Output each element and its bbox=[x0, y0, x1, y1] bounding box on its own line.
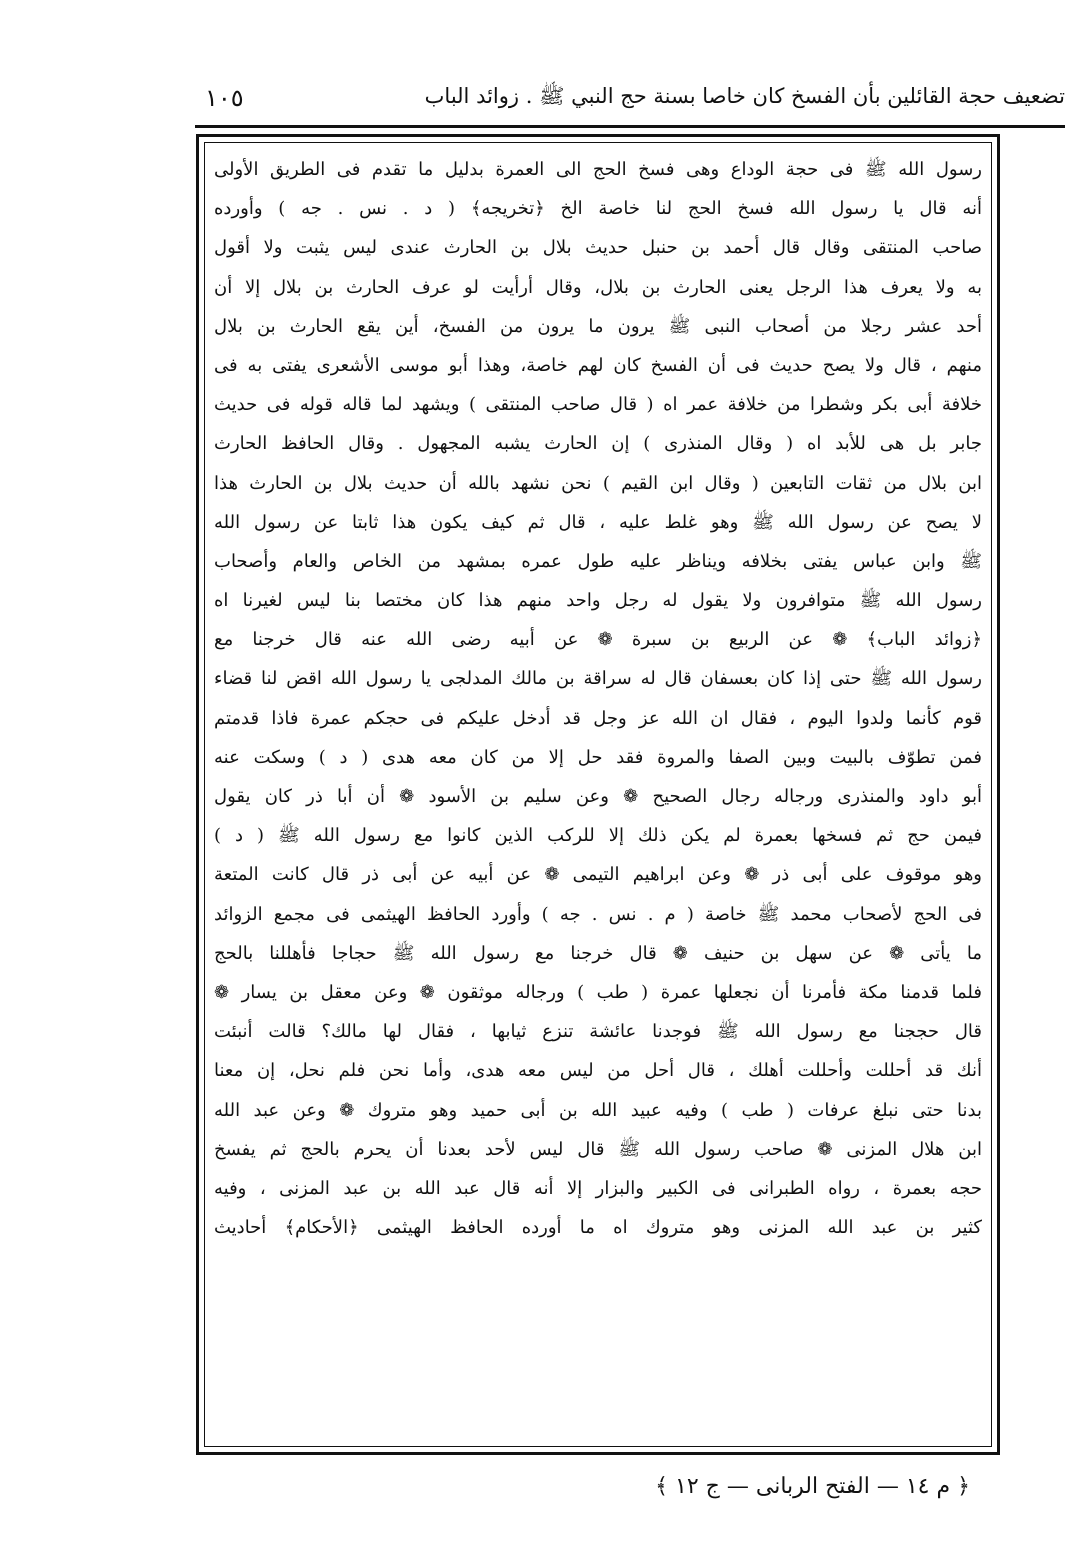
header-rule bbox=[195, 125, 1065, 128]
text-line: أبو داود والمنذرى ورجاله رجال الصحيح ❁ وعن سليم بن الأسود ❁ أن أبا ذر كان يقول bbox=[214, 786, 982, 807]
text-line: أنه قال يا رسول الله فسخ الحج لنا خاصة الخ ﴿تخريجه﴾ ( د . نس . جه ) وأورده bbox=[214, 198, 982, 220]
text-line: رسول الله ﷺ فى حجة الوداع وهى فسخ الحج الى العمرة بدليل ما تقدم فى الطريق الأولى bbox=[214, 159, 982, 180]
text-line: ابن هلال المزنى ❁ صاحب رسول الله ﷺ قال ليس لأحد بعدنا أن يحرم بالحج ثم يفسخ bbox=[214, 1138, 982, 1160]
text-line: ﷺ وابن عباس يفتى بخلافه ويناظر عليه طول عمره بمشهد من الخاص والعام وأصحاب bbox=[214, 550, 982, 572]
text-line: صاحب المنتقى وقال قال أحمد بن حنبل حديث بلال بن الحارث عندى ليس يثبت ولا أقول bbox=[214, 237, 982, 259]
text-line: رسول الله ﷺ متوافرون ولا يقول له رجل واحد منهم هذا كان مختصا بنا ليس لغيرنا اه bbox=[214, 590, 982, 612]
text-line: وهو موقوف على أبى ذر ❁ وعن ابراهيم التيمى ❁ عن أبيه عن أبى ذر قال كانت المتعة bbox=[214, 864, 982, 886]
text-line: خلافة أبى بكر وشطرا من خلافة عمر اه ( قال صاحب المنتقى ) ويشهد لما قاله قوله فى حديث bbox=[214, 394, 982, 416]
text-line: ﴿زوائد الباب﴾ ❁ عن الربيع بن سبرة ❁ عن أبيه رضى الله عنه قال خرجنا مع bbox=[214, 629, 982, 651]
text-line: ما يأتى ❁ عن سهل بن حنيف ❁ قال خرجنا مع رسول الله ﷺ حجاجا فأهللنا بالحج bbox=[214, 942, 982, 964]
page-header bbox=[195, 74, 1065, 122]
text-line: ابن بلال من ثقات التابعين ( وقال ابن القيم ) نحن نشهد بالله أن حديث بلال بن الحارث هذا bbox=[214, 472, 982, 494]
body-text bbox=[214, 150, 982, 1440]
text-line: بدنا حتى نبلغ عرفات ( طب ) وفيه عبيد الله بن أبى حميد وهو متروك ❁ وعن عبد الله bbox=[214, 1099, 982, 1121]
text-line: أحد عشر رجلا من أصحاب النبى ﷺ يرون ما يرون من الفسخ، أين يقع الحارث بن بلال bbox=[214, 315, 982, 337]
running-title: تضعيف حجة القائلين بأن الفسخ كان خاصا بسنة حج النبي ﷺ . زوائد الباب bbox=[424, 83, 1065, 108]
text-line: به ولا يعرف هذا الرجل يعنى الحارث بن بلال، وقال أرأيت لو عرف الحارث بن بلال إلا أن bbox=[214, 276, 982, 298]
text-line: حجه بعمرة ، رواه الطبرانى فى الكبير والبزار إلا أنه قال عبد الله بن عبد المزنى ، وفيه bbox=[214, 1177, 982, 1199]
text-line: جابر بل هى للأبد اه ( وقال المنذرى ) إن الحارث يشبه المجهول . وقال الحافظ الحارث bbox=[214, 433, 982, 455]
text-line: قال حججنا مع رسول الله ﷺ فوجدنا عائشة تنزع ثيابها ، فقال لها مالك؟ قالت أنبئت bbox=[214, 1021, 982, 1043]
text-line: أنك قد أحللت وأحللت أهلك ، قال أحل من ليس معه هدى، وأما نحن فلم نحل، إن معنا bbox=[214, 1060, 982, 1082]
text-line: رسول الله ﷺ حتى إذا كان بعسفان قال له سراقة بن مالك المدلجى يا رسول الله اقض لنا قضاء bbox=[214, 668, 982, 690]
text-line: فى الحج لأصحاب محمد ﷺ خاصة ( م . نس . جه ) وأورد الحافظ الهيثمى فى مجمع الزوائد bbox=[214, 903, 982, 925]
page-number: ١٠٥ bbox=[205, 84, 244, 112]
text-line: فلما قدمنا مكة فأمرنا أن نجعلها عمرة ( طب ) ورجاله موثقون ❁ وعن معقل بن يسار ❁ bbox=[214, 981, 982, 1003]
text-line: منهم ، قال ولا يصح حديث فى أن الفسخ كان لهم خاصة، وهذا أبو موسى الأشعرى يفتى به فى bbox=[214, 354, 982, 376]
text-line: فيمن حج ثم فسخها بعمرة لم يكن ذلك إلا للركب الذين كانوا مع رسول الله ﷺ ( د ) bbox=[214, 825, 982, 847]
text-line: كثير بن عبد الله المزنى وهو متروك اه ما أورده الحافظ الهيثمى ﴿الأحكام﴾ أحاديث bbox=[214, 1217, 982, 1239]
page-footer: ﴿ م ١٤ — الفتح الربانى — ج ١٢ ﴾ bbox=[655, 1474, 970, 1499]
text-line: قوم كأنما ولدوا اليوم ، فقال ان الله عز وجل قد أدخل عليكم فى حجكم عمرة فاذا قدمتم bbox=[214, 707, 982, 729]
text-line: فمن تطوّف بالبيت وبين الصفا والمروة فقد حل إلا من كان معه هدى ( د ) وسكت عنه bbox=[214, 746, 982, 768]
text-line: لا يصح عن رسول الله ﷺ وهو غلط عليه ، قال ثم كيف يكون هذا ثابتا عن رسول الله bbox=[214, 511, 982, 533]
